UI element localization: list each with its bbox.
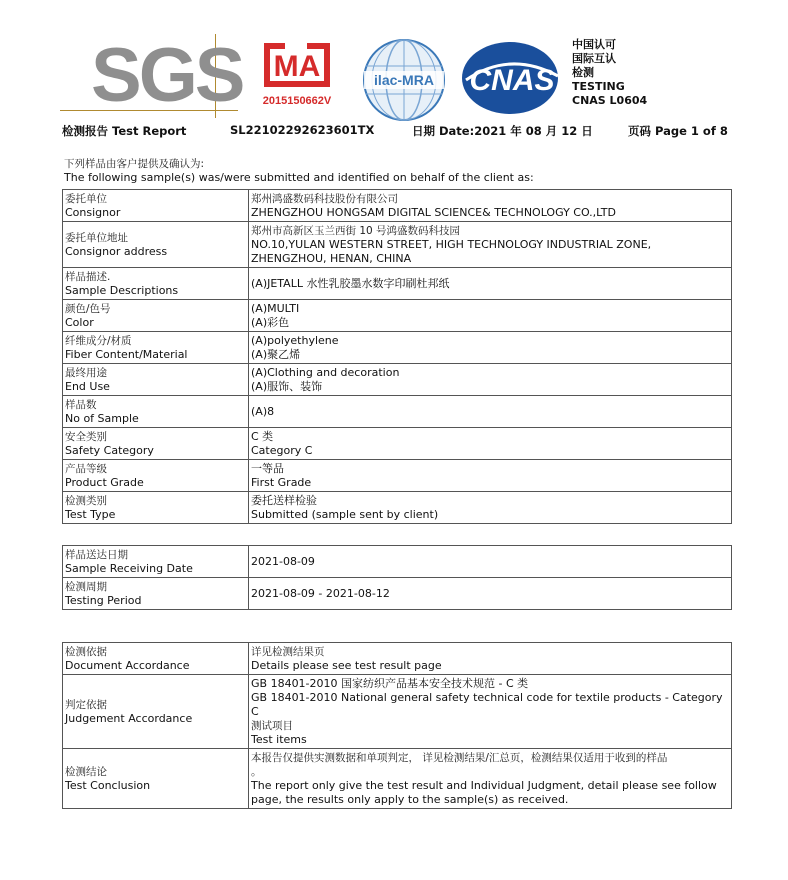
ilac-globe-icon: [362, 38, 446, 122]
label-cn: 检测结论: [65, 766, 107, 778]
label-en: Consignor address: [65, 245, 168, 258]
table-row: [63, 546, 732, 578]
cnas-line: 国际互认: [572, 52, 616, 65]
header-logos: [0, 0, 788, 118]
cma-mark-text: MA: [273, 50, 321, 83]
label-cn: 委托单位地址: [65, 232, 128, 244]
row-label: [63, 492, 249, 524]
table-row: [63, 300, 732, 332]
row-value: [249, 460, 732, 492]
row-value: [249, 428, 732, 460]
cma-logo: [255, 40, 339, 110]
row-value: [249, 222, 732, 268]
label-en: No of Sample: [65, 412, 139, 425]
table-row: [63, 222, 732, 268]
label-en: Document Accordance: [65, 659, 190, 672]
row-value: [249, 332, 732, 364]
label-en: Test Type: [65, 508, 116, 521]
label-cn: 样品送达日期: [65, 549, 128, 561]
row-value: [249, 268, 732, 300]
value-line: 测试项目: [251, 720, 293, 732]
row-value: [249, 675, 732, 749]
row-value: [249, 300, 732, 332]
value-line: Category C: [251, 444, 313, 457]
value-line: (A)聚乙烯: [251, 348, 301, 361]
value-line: ZHENGZHOU HONGSAM DIGITAL SCIENCE& TECHNOLOGY CO.,LTD: [251, 206, 616, 219]
value-line: 郑州鸿盛数码科技股份有限公司: [251, 193, 398, 205]
row-label: [63, 332, 249, 364]
cnas-mark-icon: [458, 40, 566, 118]
row-label: [63, 268, 249, 300]
label-cn: 委托单位: [65, 193, 107, 205]
page-number: 页码 Page 1 of 8: [628, 124, 728, 138]
value-line: 委托送样检验: [251, 494, 317, 507]
label-cn: 判定依据: [65, 699, 107, 711]
cnas-line: TESTING: [572, 80, 625, 93]
row-value: 2021-08-09 - 2021-08-12: [249, 578, 732, 610]
value-line: (A)polyethylene: [251, 334, 339, 347]
value-line: (A)JETALL 水性乳胶墨水数字印刷杜邦纸: [251, 277, 450, 290]
sample-info-table: [62, 189, 732, 524]
row-value: [249, 749, 732, 809]
label-cn: 产品等级: [65, 463, 107, 475]
label-en: End Use: [65, 380, 110, 393]
row-label: [63, 749, 249, 809]
label-en: Sample Descriptions: [65, 284, 179, 297]
row-label: [63, 396, 249, 428]
value-line: (A)服饰、装饰: [251, 380, 323, 393]
label-cn: 颜色/色号: [65, 303, 111, 315]
row-value: [249, 492, 732, 524]
report-header: [62, 123, 742, 139]
table-row: [63, 675, 732, 749]
label-en: Fiber Content/Material: [65, 348, 188, 361]
cnas-line: CNAS L0604: [572, 94, 648, 107]
value-line: GB 18401-2010 National general safety technical code for textile products - Category C: [251, 691, 723, 718]
label-en: Safety Category: [65, 444, 154, 457]
table-row: [63, 396, 732, 428]
report-number: SL22102292623601TX: [230, 123, 375, 137]
row-label: [63, 546, 249, 578]
value-line: (A)彩色: [251, 316, 290, 329]
table-row: [63, 364, 732, 396]
intro-en: The following sample(s) was/were submitted and identified on behalf of the client as:: [64, 171, 534, 184]
label-en: Consignor: [65, 206, 121, 219]
label-cn: 检测周期: [65, 581, 107, 593]
row-label: [63, 675, 249, 749]
value-line: 一等品: [251, 462, 284, 475]
value-line: Details please see test result page: [251, 659, 442, 672]
label-en: Judgement Accordance: [65, 712, 193, 725]
value-line: The report only give the test result and Individual Judgment, detail please see follow page, the results only apply to the sample(s) as received.: [251, 779, 717, 806]
value-line: ZHENGZHOU, HENAN, CHINA: [251, 252, 412, 265]
label-cn: 样品描述.: [65, 271, 111, 283]
value-line: Submitted (sample sent by client): [251, 508, 439, 521]
cma-number: 2015150662V: [262, 95, 332, 107]
cnas-logo: [458, 40, 566, 118]
value-line: 。: [251, 766, 262, 778]
cnas-line: 检测: [572, 66, 594, 79]
report-title: 检测报告 Test Report: [62, 124, 187, 138]
value-line: (A)8: [251, 405, 275, 418]
row-value: [249, 396, 732, 428]
table-row: [63, 749, 732, 809]
table-row: [63, 332, 732, 364]
row-value: [249, 190, 732, 222]
table-row: [63, 643, 732, 675]
label-cn: 检测类别: [65, 495, 107, 507]
value-line: First Grade: [251, 476, 312, 489]
row-label: [63, 364, 249, 396]
intro-text: [64, 157, 534, 185]
cma-mark-icon: [255, 40, 339, 96]
sgs-logo: [60, 34, 242, 118]
cnas-line: 中国认可: [572, 38, 616, 51]
table-row: [63, 578, 732, 610]
row-label: [63, 578, 249, 610]
row-label: [63, 460, 249, 492]
sgs-logo-text: SGS: [91, 33, 243, 118]
cnas-mark-text: CNAS: [469, 64, 555, 97]
label-en: Product Grade: [65, 476, 144, 489]
intro-cn: 下列样品由客户提供及确认为:: [64, 158, 205, 170]
value-line: C 类: [251, 430, 274, 443]
row-value: 2021-08-09: [249, 546, 732, 578]
label-en: Color: [65, 316, 94, 329]
label-en: Test Conclusion: [65, 779, 151, 792]
ilac-mra-logo: [362, 38, 446, 122]
table-row: [63, 428, 732, 460]
dates-table: [62, 545, 732, 610]
row-label: [63, 190, 249, 222]
table-row: [63, 190, 732, 222]
value-line: 郑州市高新区玉兰西街 10 号鸿盛数码科技园: [251, 225, 461, 237]
table-row: [63, 492, 732, 524]
ilac-text: ilac-MRA: [374, 72, 434, 88]
value-line: Test items: [251, 733, 307, 746]
label-cn: 纤维成分/材质: [65, 335, 132, 347]
value-line: NO.10,YULAN WESTERN STREET, HIGH TECHNOLOGY INDUSTRIAL ZONE,: [251, 238, 652, 251]
row-value: [249, 643, 732, 675]
accordance-table: [62, 642, 732, 809]
row-label: [63, 428, 249, 460]
value-line: 详见检测结果页: [251, 646, 325, 658]
label-cn: 样品数: [65, 399, 97, 411]
report-date: 日期 Date:2021 年 08 月 12 日: [412, 124, 593, 138]
row-label: [63, 222, 249, 268]
label-en: Testing Period: [65, 594, 142, 607]
row-value: [249, 364, 732, 396]
row-label: [63, 643, 249, 675]
value-line: 本报告仅提供实测数据和单项判定， 详见检测结果/汇总页，检测结果仅适用于收到的样品: [251, 752, 668, 764]
label-cn: 检测依据: [65, 646, 107, 658]
label-cn: 最终用途: [65, 367, 107, 379]
table-row: [63, 460, 732, 492]
value-line: GB 18401-2010 国家纺织产品基本安全技术规范 - C 类: [251, 677, 529, 690]
cnas-accreditation-text: [572, 38, 647, 108]
label-cn: 安全类别: [65, 431, 107, 443]
value-line: (A)Clothing and decoration: [251, 366, 400, 379]
table-row: [63, 268, 732, 300]
value-line: (A)MULTI: [251, 302, 300, 315]
label-en: Sample Receiving Date: [65, 562, 193, 575]
row-label: [63, 300, 249, 332]
